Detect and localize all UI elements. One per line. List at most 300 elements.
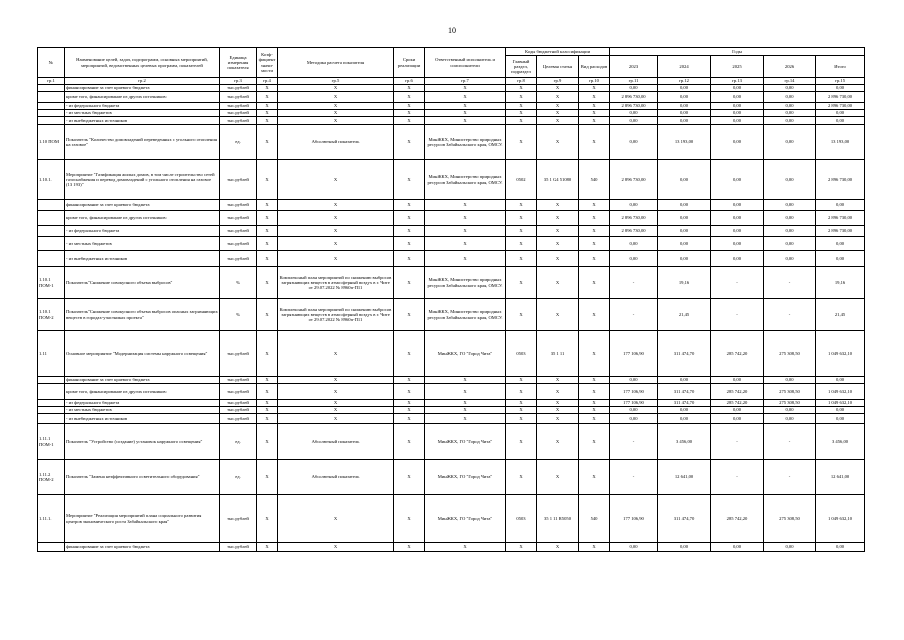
cell-unit: тыс.рублей bbox=[220, 110, 257, 117]
cell-executor: МинЖКХ, Министерство природных ресурсов Забайкальского края, ОМСУ. bbox=[425, 267, 506, 299]
cell-2024: 3 456,00 bbox=[658, 424, 711, 460]
cell-method: Абсолютный показатель bbox=[278, 460, 394, 495]
cell-expense-type: 540 bbox=[579, 160, 610, 200]
cell-name: финансирование за счет краевого бюджета bbox=[65, 200, 220, 211]
column-number: гр.10 bbox=[579, 78, 610, 85]
cell-target-article: X bbox=[537, 460, 579, 495]
cell-num bbox=[38, 226, 65, 237]
cell-executor: X bbox=[425, 92, 506, 103]
cell-name: Показатель "Количество домовладений переведенных с угольного отопления на газовое" bbox=[65, 125, 220, 160]
column-number: гр.15 bbox=[816, 78, 865, 85]
cell-name: - из внебюджетных источников bbox=[65, 117, 220, 125]
cell-target-article: 35 1 11 bbox=[537, 331, 579, 377]
cell-terms: X bbox=[394, 226, 425, 237]
cell-unit: ед. bbox=[220, 125, 257, 160]
cell-num bbox=[38, 110, 65, 117]
cell-target-article: X bbox=[537, 125, 579, 160]
cell-name: Показатель "Устройство (создание) установок наружного освещения" bbox=[65, 424, 220, 460]
cell-2024: 0,00 bbox=[658, 103, 711, 110]
cell-unit: % bbox=[220, 299, 257, 331]
cell-method: X bbox=[278, 384, 394, 400]
cell-2024: 311 474,70 bbox=[658, 331, 711, 377]
cell-coef: X bbox=[257, 414, 278, 424]
cell-terms: X bbox=[394, 299, 425, 331]
table-row bbox=[38, 424, 865, 460]
cell-target-article: X bbox=[537, 117, 579, 125]
cell-2023: 0,00 bbox=[610, 200, 658, 211]
column-number: гр.12 bbox=[658, 78, 711, 85]
cell-terms: X bbox=[394, 495, 425, 543]
cell-num bbox=[38, 377, 65, 384]
cell-num: 1.11 bbox=[38, 331, 65, 377]
cell-expense-type: X bbox=[579, 226, 610, 237]
cell-coef: X bbox=[257, 407, 278, 414]
cell-unit: тыс.рублей bbox=[220, 407, 257, 414]
cell-total: 0,00 bbox=[816, 117, 865, 125]
cell-2024: 19,16 bbox=[658, 267, 711, 299]
header-expense-type: Вид расходов bbox=[579, 56, 610, 78]
cell-main-section: 0503 bbox=[506, 495, 537, 543]
cell-name: Показатель"Снижение совокупного объема выбросов" bbox=[65, 267, 220, 299]
cell-name: - из местных бюджетов bbox=[65, 110, 220, 117]
cell-name: кроме того, финансирование из других источников: bbox=[65, 384, 220, 400]
cell-2025: 0,00 bbox=[711, 110, 764, 117]
cell-unit: тыс.рублей bbox=[220, 200, 257, 211]
column-number: гр.7 bbox=[425, 78, 506, 85]
cell-expense-type: X bbox=[579, 384, 610, 400]
cell-unit: тыс.рублей bbox=[220, 400, 257, 407]
cell-2025: 0,00 bbox=[711, 125, 764, 160]
cell-2024: 0,00 bbox=[658, 414, 711, 424]
column-number: гр.14 bbox=[764, 78, 816, 85]
cell-num bbox=[38, 85, 65, 92]
cell-expense-type: X bbox=[579, 237, 610, 251]
cell-method: X bbox=[278, 543, 394, 552]
cell-2026: 0,00 bbox=[764, 251, 816, 267]
cell-2023: 0,00 bbox=[610, 117, 658, 125]
cell-2024: 311 474,70 bbox=[658, 400, 711, 407]
cell-target-article: X bbox=[537, 237, 579, 251]
cell-main-section: 0503 bbox=[506, 331, 537, 377]
cell-main-section: X bbox=[506, 543, 537, 552]
cell-executor: X bbox=[425, 226, 506, 237]
cell-num bbox=[38, 414, 65, 424]
cell-num: 1.10 ПОМ bbox=[38, 125, 65, 160]
cell-executor: МинЖКХ, Министерство природных ресурсов Забайкальского края, ОМСУ. bbox=[425, 125, 506, 160]
cell-2025: 0,00 bbox=[711, 92, 764, 103]
cell-executor: X bbox=[425, 211, 506, 226]
cell-coef: X bbox=[257, 543, 278, 552]
cell-2025: - bbox=[711, 267, 764, 299]
cell-2023: 0,00 bbox=[610, 251, 658, 267]
cell-coef: X bbox=[257, 103, 278, 110]
cell-coef: X bbox=[257, 251, 278, 267]
cell-2026: 0,00 bbox=[764, 414, 816, 424]
cell-2024: 0,00 bbox=[658, 377, 711, 384]
cell-unit: тыс.рублей bbox=[220, 384, 257, 400]
cell-executor: МинЖКХ, Министерство природных ресурсов Забайкальского края, ОМСУ. bbox=[425, 299, 506, 331]
table-row bbox=[38, 460, 865, 495]
cell-2025: 0,00 bbox=[711, 377, 764, 384]
cell-num bbox=[38, 200, 65, 211]
cell-method: X bbox=[278, 160, 394, 200]
cell-coef: X bbox=[257, 125, 278, 160]
cell-num bbox=[38, 407, 65, 414]
cell-executor: X bbox=[425, 384, 506, 400]
cell-method: X bbox=[278, 103, 394, 110]
cell-executor: X bbox=[425, 407, 506, 414]
cell-target-article: X bbox=[537, 92, 579, 103]
cell-method: X bbox=[278, 92, 394, 103]
cell-unit: тыс.рублей bbox=[220, 237, 257, 251]
table-row bbox=[38, 267, 865, 299]
cell-terms: X bbox=[394, 414, 425, 424]
cell-target-article: X bbox=[537, 299, 579, 331]
cell-expense-type: X bbox=[579, 424, 610, 460]
cell-terms: X bbox=[394, 407, 425, 414]
cell-executor: МинЖКХ, ГО "Город Чита" bbox=[425, 331, 506, 377]
cell-main-section: X bbox=[506, 125, 537, 160]
cell-terms: X bbox=[394, 460, 425, 495]
cell-2025: - bbox=[711, 424, 764, 460]
table-row bbox=[38, 103, 865, 110]
header-coef: Коэф-фициент значи-мости bbox=[257, 48, 278, 78]
table-row bbox=[38, 226, 865, 237]
cell-executor: МинЖКХ, ГО "Город Чита" bbox=[425, 424, 506, 460]
column-number: гр.5 bbox=[278, 78, 394, 85]
cell-main-section: X bbox=[506, 377, 537, 384]
cell-2026: 0,00 bbox=[764, 237, 816, 251]
cell-2023: 0,00 bbox=[610, 407, 658, 414]
cell-executor: X bbox=[425, 414, 506, 424]
cell-target-article: X bbox=[537, 400, 579, 407]
cell-coef: X bbox=[257, 424, 278, 460]
cell-main-section: X bbox=[506, 460, 537, 495]
cell-2023: 177 106,90 bbox=[610, 495, 658, 543]
cell-2024: 311 474,70 bbox=[658, 495, 711, 543]
cell-executor: X bbox=[425, 237, 506, 251]
cell-unit: тыс.рублей bbox=[220, 117, 257, 125]
cell-name: - из местных бюджетов bbox=[65, 407, 220, 414]
cell-2026: 0,00 bbox=[764, 92, 816, 103]
cell-terms: X bbox=[394, 424, 425, 460]
cell-2025: 285 742,20 bbox=[711, 400, 764, 407]
cell-main-section: X bbox=[506, 85, 537, 92]
cell-terms: X bbox=[394, 377, 425, 384]
cell-2026: - bbox=[764, 267, 816, 299]
cell-target-article: 35 1 G4 51080 bbox=[537, 160, 579, 200]
cell-num: 1.11.1. bbox=[38, 495, 65, 543]
cell-method: X bbox=[278, 495, 394, 543]
cell-main-section: X bbox=[506, 211, 537, 226]
cell-main-section: X bbox=[506, 407, 537, 414]
cell-coef: X bbox=[257, 200, 278, 211]
cell-terms: X bbox=[394, 267, 425, 299]
cell-target-article: X bbox=[537, 226, 579, 237]
header-budget-codes: Коды бюджетной классификации bbox=[506, 48, 610, 56]
cell-total: 1 049 632,10 bbox=[816, 331, 865, 377]
table-row bbox=[38, 407, 865, 414]
cell-method: X bbox=[278, 110, 394, 117]
cell-executor: X bbox=[425, 85, 506, 92]
cell-executor: X bbox=[425, 377, 506, 384]
cell-method: X bbox=[278, 251, 394, 267]
header-num: № bbox=[38, 48, 65, 78]
cell-coef: X bbox=[257, 226, 278, 237]
cell-executor: X bbox=[425, 103, 506, 110]
cell-unit: тыс.рублей bbox=[220, 251, 257, 267]
header-year-2026: 2026 bbox=[764, 56, 816, 78]
cell-2025: 0,00 bbox=[711, 85, 764, 92]
cell-2024: 0,00 bbox=[658, 110, 711, 117]
table-row bbox=[38, 160, 865, 200]
cell-total: 0,00 bbox=[816, 85, 865, 92]
header-executor: Ответственный исполнитель и соисполнители bbox=[425, 48, 506, 78]
cell-2023: 0,00 bbox=[610, 237, 658, 251]
table-row bbox=[38, 200, 865, 211]
cell-executor: X bbox=[425, 543, 506, 552]
cell-name: Основное мероприятие "Модернизация системы наружного освещения" bbox=[65, 331, 220, 377]
cell-name: - из федерального бюджета bbox=[65, 400, 220, 407]
cell-total: 0,00 bbox=[816, 407, 865, 414]
cell-coef: X bbox=[257, 400, 278, 407]
cell-executor: X bbox=[425, 200, 506, 211]
cell-2023: - bbox=[610, 267, 658, 299]
cell-2024: 0,00 bbox=[658, 117, 711, 125]
cell-2026: 0,00 bbox=[764, 85, 816, 92]
table-row bbox=[38, 495, 865, 543]
cell-expense-type: X bbox=[579, 117, 610, 125]
cell-terms: X bbox=[394, 211, 425, 226]
cell-target-article: X bbox=[537, 407, 579, 414]
cell-unit: тыс.рублей bbox=[220, 414, 257, 424]
cell-2026: 0,00 bbox=[764, 160, 816, 200]
cell-coef: X bbox=[257, 160, 278, 200]
cell-2026: 0,00 bbox=[764, 543, 816, 552]
cell-2025: 0,00 bbox=[711, 414, 764, 424]
cell-main-section: X bbox=[506, 414, 537, 424]
header-year-2024: 2024 bbox=[658, 56, 711, 78]
cell-target-article: X bbox=[537, 110, 579, 117]
header-year-2023: 2023 bbox=[610, 56, 658, 78]
cell-coef: X bbox=[257, 211, 278, 226]
column-number: гр.3 bbox=[220, 78, 257, 85]
header-main-section: Главный раздел, подраздел bbox=[506, 56, 537, 78]
cell-2023: 2 896 730,00 bbox=[610, 103, 658, 110]
cell-num: 1.10.1 ПОМ-2 bbox=[38, 299, 65, 331]
cell-2026: 0,00 bbox=[764, 117, 816, 125]
cell-2025: 0,00 bbox=[711, 103, 764, 110]
cell-name: кроме того, финансирование из других источников: bbox=[65, 92, 220, 103]
column-number: гр.4 bbox=[257, 78, 278, 85]
table-row bbox=[38, 85, 865, 92]
cell-2024: 0,00 bbox=[658, 92, 711, 103]
cell-terms: X bbox=[394, 400, 425, 407]
table-row bbox=[38, 251, 865, 267]
cell-2023: 0,00 bbox=[610, 377, 658, 384]
cell-total: 2 896 730,00 bbox=[816, 160, 865, 200]
cell-name: Показатель "Замена неэффективного осветительного оборудования" bbox=[65, 460, 220, 495]
cell-expense-type: 540 bbox=[579, 495, 610, 543]
cell-main-section: X bbox=[506, 400, 537, 407]
table-row bbox=[38, 110, 865, 117]
cell-name: финансирование за счет краевого бюджета bbox=[65, 543, 220, 552]
cell-terms: X bbox=[394, 110, 425, 117]
cell-terms: X bbox=[394, 384, 425, 400]
table-row bbox=[38, 543, 865, 552]
cell-2026: 0,00 bbox=[764, 377, 816, 384]
cell-main-section: X bbox=[506, 200, 537, 211]
cell-2026: 275 308,50 bbox=[764, 400, 816, 407]
cell-executor: X bbox=[425, 251, 506, 267]
cell-2023: 0,00 bbox=[610, 125, 658, 160]
cell-2025: 0,00 bbox=[711, 543, 764, 552]
table-row bbox=[38, 299, 865, 331]
cell-expense-type: X bbox=[579, 543, 610, 552]
cell-expense-type: X bbox=[579, 211, 610, 226]
cell-unit: тыс.рублей bbox=[220, 160, 257, 200]
cell-terms: X bbox=[394, 543, 425, 552]
cell-terms: X bbox=[394, 237, 425, 251]
cell-coef: X bbox=[257, 299, 278, 331]
cell-expense-type: X bbox=[579, 103, 610, 110]
column-number: гр.8 bbox=[506, 78, 537, 85]
cell-2025: - bbox=[711, 299, 764, 331]
program-table bbox=[37, 47, 865, 552]
cell-terms: X bbox=[394, 117, 425, 125]
cell-name: Показатель"Снижение совокупного объема выбросов опасных загрязняющих веществ в городах-участниках проекта" bbox=[65, 299, 220, 331]
cell-method: Абсолютный показатель bbox=[278, 125, 394, 160]
cell-target-article: X bbox=[537, 414, 579, 424]
cell-num: 1.11.2 ПОМ-2 bbox=[38, 460, 65, 495]
cell-terms: X bbox=[394, 92, 425, 103]
cell-num: 1.10.1. bbox=[38, 160, 65, 200]
cell-num bbox=[38, 92, 65, 103]
cell-unit: тыс.рублей bbox=[220, 543, 257, 552]
cell-method: X bbox=[278, 407, 394, 414]
cell-coef: X bbox=[257, 85, 278, 92]
cell-total: 13 193,00 bbox=[816, 125, 865, 160]
cell-total: 2 896 730,00 bbox=[816, 226, 865, 237]
table-row bbox=[38, 400, 865, 407]
cell-expense-type: X bbox=[579, 110, 610, 117]
cell-2025: 0,00 bbox=[711, 117, 764, 125]
cell-method: X bbox=[278, 85, 394, 92]
cell-target-article: X bbox=[537, 251, 579, 267]
cell-expense-type: X bbox=[579, 85, 610, 92]
cell-main-section: X bbox=[506, 424, 537, 460]
cell-2026: 0,00 bbox=[764, 200, 816, 211]
cell-coef: X bbox=[257, 110, 278, 117]
cell-expense-type: X bbox=[579, 414, 610, 424]
cell-expense-type: X bbox=[579, 125, 610, 160]
table-row bbox=[38, 384, 865, 400]
cell-2024: 21,45 bbox=[658, 299, 711, 331]
cell-target-article: X bbox=[537, 424, 579, 460]
cell-target-article: 35 1 11 R5050 bbox=[537, 495, 579, 543]
cell-expense-type: X bbox=[579, 200, 610, 211]
cell-num bbox=[38, 237, 65, 251]
cell-method: X bbox=[278, 211, 394, 226]
cell-2026: 275 308,50 bbox=[764, 384, 816, 400]
cell-coef: X bbox=[257, 331, 278, 377]
cell-main-section: X bbox=[506, 226, 537, 237]
cell-2025: 285 742,20 bbox=[711, 384, 764, 400]
header-method: Методика расчета показателя bbox=[278, 48, 394, 78]
cell-total: 0,00 bbox=[816, 110, 865, 117]
cell-method: X bbox=[278, 400, 394, 407]
cell-method: X bbox=[278, 117, 394, 125]
cell-2024: 0,00 bbox=[658, 85, 711, 92]
cell-2024: 13 193,00 bbox=[658, 125, 711, 160]
cell-num bbox=[38, 103, 65, 110]
cell-executor: X bbox=[425, 400, 506, 407]
cell-target-article: X bbox=[537, 211, 579, 226]
cell-2025: 0,00 bbox=[711, 200, 764, 211]
cell-main-section: X bbox=[506, 237, 537, 251]
cell-method: X bbox=[278, 377, 394, 384]
column-number: гр.9 bbox=[537, 78, 579, 85]
cell-2026: 0,00 bbox=[764, 125, 816, 160]
cell-2024: 0,00 bbox=[658, 211, 711, 226]
cell-method: Комплексный план мероприятий по снижению выбросов загрязняющих веществ в атмосферный воздух в г. Чите от 29.07.2022 № 8960п-П11 bbox=[278, 267, 394, 299]
header-year-2025: 2025 bbox=[711, 56, 764, 78]
cell-total: 0,00 bbox=[816, 251, 865, 267]
cell-unit: тыс.рублей bbox=[220, 92, 257, 103]
cell-method: Комплексный план мероприятий по снижению выбросов загрязняющих веществ в атмосферный воздух в г. Чите от 29.07.2022 № 8960п-П11 bbox=[278, 299, 394, 331]
cell-name: - из внебюджетных источников bbox=[65, 414, 220, 424]
cell-method: X bbox=[278, 200, 394, 211]
table-row bbox=[38, 377, 865, 384]
cell-main-section: X bbox=[506, 299, 537, 331]
cell-total: 21,45 bbox=[816, 299, 865, 331]
cell-2026: 275 308,50 bbox=[764, 495, 816, 543]
cell-2024: 311 474,70 bbox=[658, 384, 711, 400]
cell-2023: 2 896 730,00 bbox=[610, 226, 658, 237]
cell-name: Мероприятие "Газификация жилых домов, в том числе строительство сетей газоснабжения и перевод домовладений с угольного отопления на газовое (13 193)" bbox=[65, 160, 220, 200]
cell-target-article: X bbox=[537, 200, 579, 211]
column-number: гр.2 bbox=[65, 78, 220, 85]
cell-num: 1.11.1 ПОМ-1 bbox=[38, 424, 65, 460]
cell-method: X bbox=[278, 414, 394, 424]
cell-2023: 0,00 bbox=[610, 110, 658, 117]
cell-expense-type: X bbox=[579, 460, 610, 495]
column-number: гр.1 bbox=[38, 78, 65, 85]
cell-unit: тыс.рублей bbox=[220, 377, 257, 384]
cell-2025: 285 742,20 bbox=[711, 331, 764, 377]
cell-main-section: X bbox=[506, 103, 537, 110]
cell-total: 2 896 730,00 bbox=[816, 92, 865, 103]
cell-total: 1 049 632,10 bbox=[816, 400, 865, 407]
cell-expense-type: X bbox=[579, 331, 610, 377]
cell-name: финансирование за счет краевого бюджета bbox=[65, 377, 220, 384]
cell-num bbox=[38, 400, 65, 407]
cell-total: 0,00 bbox=[816, 237, 865, 251]
header-unit: Единица измерения показателя bbox=[220, 48, 257, 78]
cell-2026: 0,00 bbox=[764, 211, 816, 226]
header-total: Итого bbox=[816, 56, 865, 78]
cell-target-article: X bbox=[537, 103, 579, 110]
cell-terms: X bbox=[394, 125, 425, 160]
cell-target-article: X bbox=[537, 377, 579, 384]
cell-2025: 0,00 bbox=[711, 211, 764, 226]
cell-expense-type: X bbox=[579, 267, 610, 299]
cell-2026: 275 308,50 bbox=[764, 331, 816, 377]
cell-total: 1 049 632,10 bbox=[816, 384, 865, 400]
cell-2023: - bbox=[610, 424, 658, 460]
cell-target-article: X bbox=[537, 543, 579, 552]
cell-2023: 0,00 bbox=[610, 543, 658, 552]
